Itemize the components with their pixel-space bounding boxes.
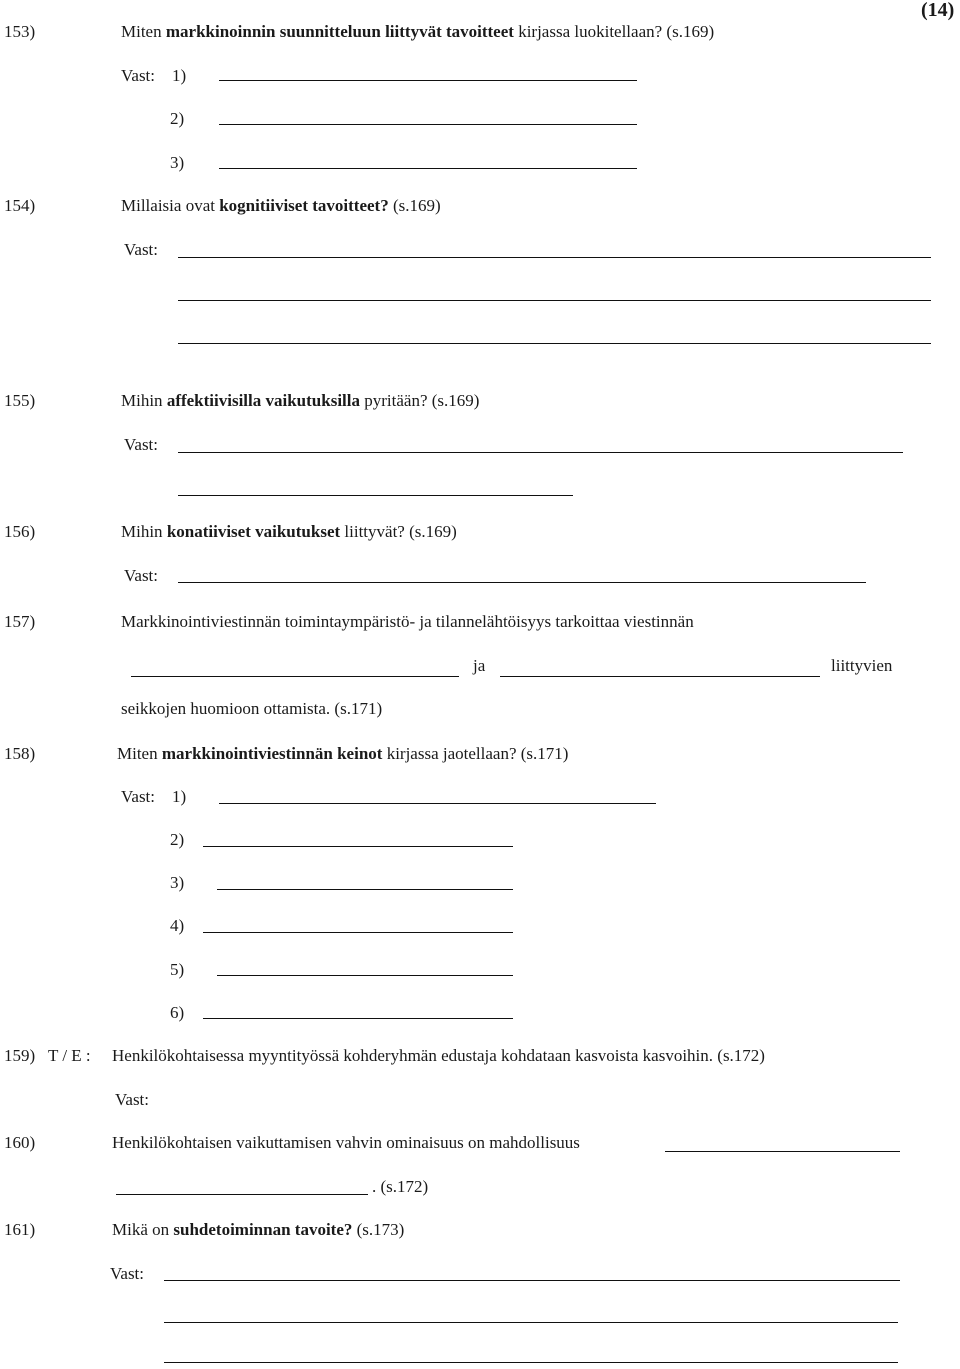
question-text-plain: Miten <box>117 744 158 763</box>
answer-line[interactable] <box>217 975 513 976</box>
question-number: 161) <box>4 1220 36 1239</box>
answer-item-number: 2) <box>170 830 185 849</box>
question-text <box>121 22 714 42</box>
question-keyword: markkinointiviestinnän keinot <box>161 744 383 763</box>
answer-line[interactable] <box>219 80 637 81</box>
question-text: Henkilökohtaisen vaikuttamisen vahvin ominaisuus on mahdollisuus <box>112 1133 580 1152</box>
question-number: 160) <box>4 1133 36 1152</box>
question-number: 154) <box>4 196 36 215</box>
true-false-label: T / E : <box>48 1046 91 1065</box>
question-text-plain: Mihin <box>121 522 163 541</box>
question-number: 155) <box>4 391 36 410</box>
answer-line[interactable] <box>164 1362 898 1363</box>
question-text <box>121 196 441 216</box>
question-text-plain: pyritään? (s.169) <box>364 391 480 410</box>
answer-line[interactable] <box>219 168 637 169</box>
answer-line[interactable] <box>164 1280 900 1281</box>
question-keyword: suhdetoiminnan tavoite? <box>173 1220 353 1239</box>
answer-item-number: 1) <box>172 787 187 806</box>
answer-item-number: 4) <box>170 916 185 935</box>
question-text: Markkinointiviestinnän toimintaympäristö- ja tilannelähtöisyys tarkoittaa viestinnän <box>121 612 694 631</box>
question-text-plain: (s.173) <box>356 1220 405 1239</box>
question-keyword: affektiivisilla vaikutuksilla <box>166 391 360 410</box>
question-text-plain: Miten <box>121 22 162 41</box>
question-text-plain: liittyvät? (s.169) <box>344 522 457 541</box>
fill-in-connector: liittyvien <box>831 656 893 675</box>
question-text-plain: kirjassa jaotellaan? (s.171) <box>386 744 569 763</box>
question-number: 158) <box>4 744 36 763</box>
fill-in-connector: ja <box>473 656 486 675</box>
question-text: . (s.172) <box>372 1177 429 1196</box>
answer-line[interactable] <box>203 1018 513 1019</box>
answer-line[interactable] <box>203 846 513 847</box>
question-text: seikkojen huomioon ottamista. (s.171) <box>121 699 383 718</box>
question-number: 159) <box>4 1046 36 1065</box>
answer-item-number: 5) <box>170 960 185 979</box>
question-text <box>121 522 457 542</box>
answer-line[interactable] <box>217 889 513 890</box>
answer-item-number: 6) <box>170 1003 185 1022</box>
question-keyword: markkinoinnin suunnitteluun liittyvät tavoitteet <box>165 22 514 41</box>
answer-line[interactable] <box>178 257 931 258</box>
answer-label: Vast: <box>124 240 158 259</box>
answer-label: Vast: <box>115 1090 149 1109</box>
answer-line[interactable] <box>178 300 931 301</box>
answer-line[interactable] <box>178 582 866 583</box>
question-text <box>112 1220 404 1240</box>
question-text <box>121 391 479 411</box>
answer-label: Vast: <box>121 66 155 85</box>
question-text-plain: Mihin <box>121 391 163 410</box>
answer-line[interactable] <box>219 803 656 804</box>
answer-label: Vast: <box>121 787 155 806</box>
question-text <box>117 744 568 764</box>
answer-line[interactable] <box>219 124 637 125</box>
answer-item-number: 3) <box>170 153 185 172</box>
question-number: 156) <box>4 522 36 541</box>
question-keyword: kognitiiviset tavoitteet? <box>219 196 389 215</box>
answer-label: Vast: <box>124 566 158 585</box>
answer-line[interactable] <box>500 676 820 677</box>
answer-line[interactable] <box>203 932 513 933</box>
question-number: 153) <box>4 22 36 41</box>
page-number: (14) <box>921 0 955 21</box>
answer-line[interactable] <box>131 676 459 677</box>
answer-line[interactable] <box>665 1151 900 1152</box>
answer-label: Vast: <box>124 435 158 454</box>
question-text-plain: Mikä on <box>112 1220 170 1239</box>
answer-item-number: 1) <box>172 66 187 85</box>
answer-label: Vast: <box>110 1264 144 1283</box>
answer-item-number: 3) <box>170 873 185 892</box>
question-text-plain: kirjassa luokitellaan? (s.169) <box>518 22 715 41</box>
question-text: Henkilökohtaisessa myyntityössä kohderyhmän edustaja kohdataan kasvoista kasvoihin. (s.172) <box>112 1046 765 1065</box>
answer-line[interactable] <box>178 343 931 344</box>
question-text-plain: Millaisia ovat <box>121 196 215 215</box>
question-number: 157) <box>4 612 36 631</box>
answer-line[interactable] <box>178 495 573 496</box>
question-keyword: konatiiviset vaikutukset <box>166 522 341 541</box>
answer-line[interactable] <box>178 452 903 453</box>
answer-line[interactable] <box>116 1194 368 1195</box>
question-text-plain: (s.169) <box>392 196 441 215</box>
answer-item-number: 2) <box>170 109 185 128</box>
answer-line[interactable] <box>164 1322 898 1323</box>
